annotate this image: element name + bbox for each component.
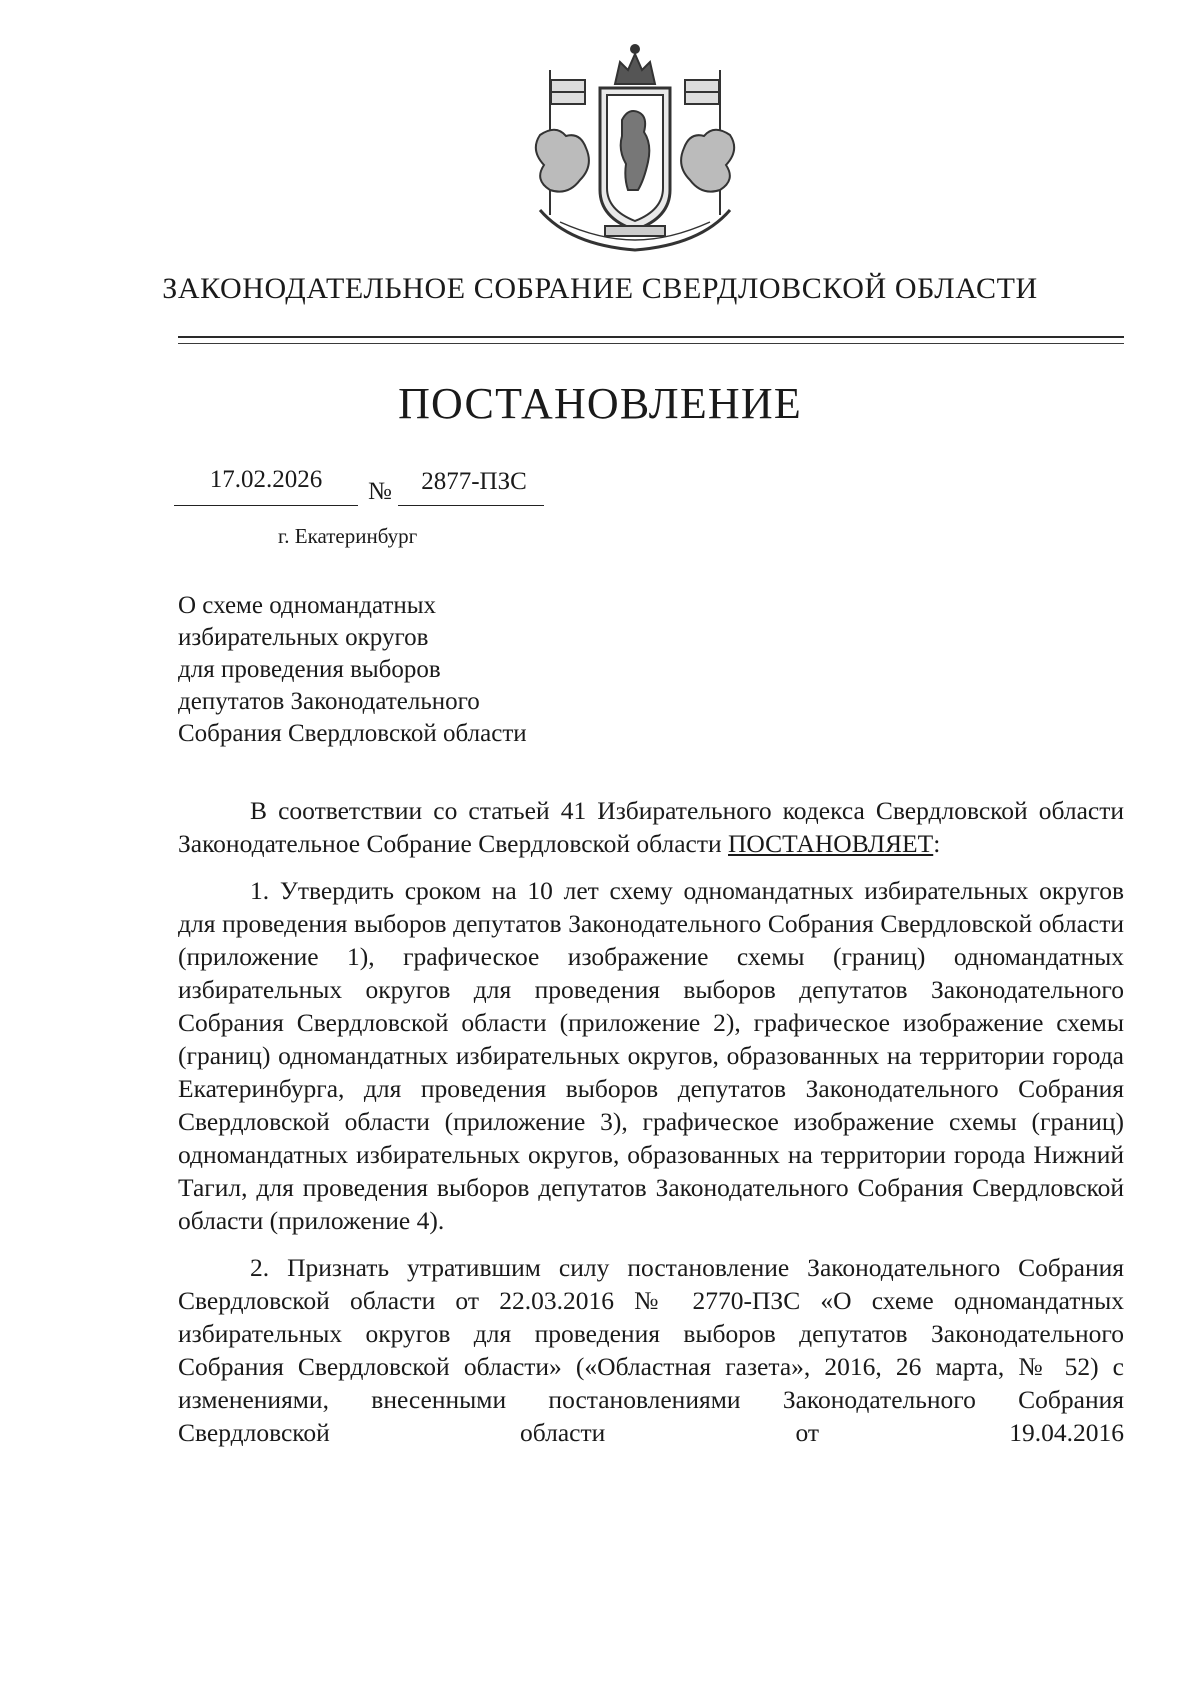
subject-line: избирательных округов xyxy=(178,624,429,651)
preamble-text: В соответствии со статьей 41 Избирательного кодекса Свердловской области Законодательное Собрание Свердловской области xyxy=(178,796,1124,858)
subject-line: Собрания Свердловской области xyxy=(178,720,527,747)
paragraph-2: 2. Признать утратившим силу постановление Законодательного Собрания Свердловской области от 22.03.2016 № 2770-ПЗС «О схеме одномандатных избирательных округов для проведения выборов депутатов Законодательного Собрания Свердловской области» («Областная газета», 2016, 26 марта, № 52) с изменениями, внесенными постановлениями Законодательного Собрания Свердловской области от 19.04.2016 xyxy=(178,1253,1124,1447)
organization-title: ЗАКОНОДАТЕЛЬНОЕ СОБРАНИЕ СВЕРДЛОВСКОЙ ОБЛАСТИ xyxy=(162,272,1038,305)
subject-line: О схеме одномандатных xyxy=(178,592,437,619)
header-rule-thin xyxy=(178,343,1124,344)
header-rule-thick xyxy=(178,336,1124,338)
coat-of-arms-icon xyxy=(510,40,760,255)
document-type-title: ПОСТАНОВЛЕНИЕ xyxy=(398,379,802,428)
preamble-paragraph xyxy=(178,794,1124,860)
decree-word: ПОСТАНОВЛЯЕТ xyxy=(728,829,934,858)
document-number: 2877-ПЗС xyxy=(421,468,527,495)
document-subject xyxy=(178,590,698,750)
document-body xyxy=(178,794,1124,1449)
document-city: г. Екатеринбург xyxy=(278,524,418,548)
number-sign: № xyxy=(368,478,392,505)
paragraph-1: 1. Утвердить сроком на 10 лет схему одномандатных избирательных округов для проведения выборов депутатов Законодательного Собрания Свердловской области (приложение 1), графическое изображение схемы (границ) одномандатных избирательных округов для проведения выборов депутатов Законодательного Собрания Свердловской области (приложение 2), графическое изображение схемы (границ) одномандатных избирательных округов, образованных на территории города Екатеринбурга, для проведения выборов депутатов Законодательного Собрания Свердловской области (приложение 3), графическое изображение схемы (границ) одномандатных избирательных округов, образованных на территории города Нижний Тагил, для проведения выборов депутатов Законодательного Собрания Свердловской области (приложение 4). xyxy=(178,876,1124,1235)
subject-line: для проведения выборов xyxy=(178,656,441,683)
date-underline xyxy=(174,505,358,506)
decree-suffix: : xyxy=(933,829,941,858)
document-date: 17.02.2026 xyxy=(209,466,323,493)
number-underline xyxy=(398,505,544,506)
subject-line: депутатов Законодательного xyxy=(178,688,480,715)
